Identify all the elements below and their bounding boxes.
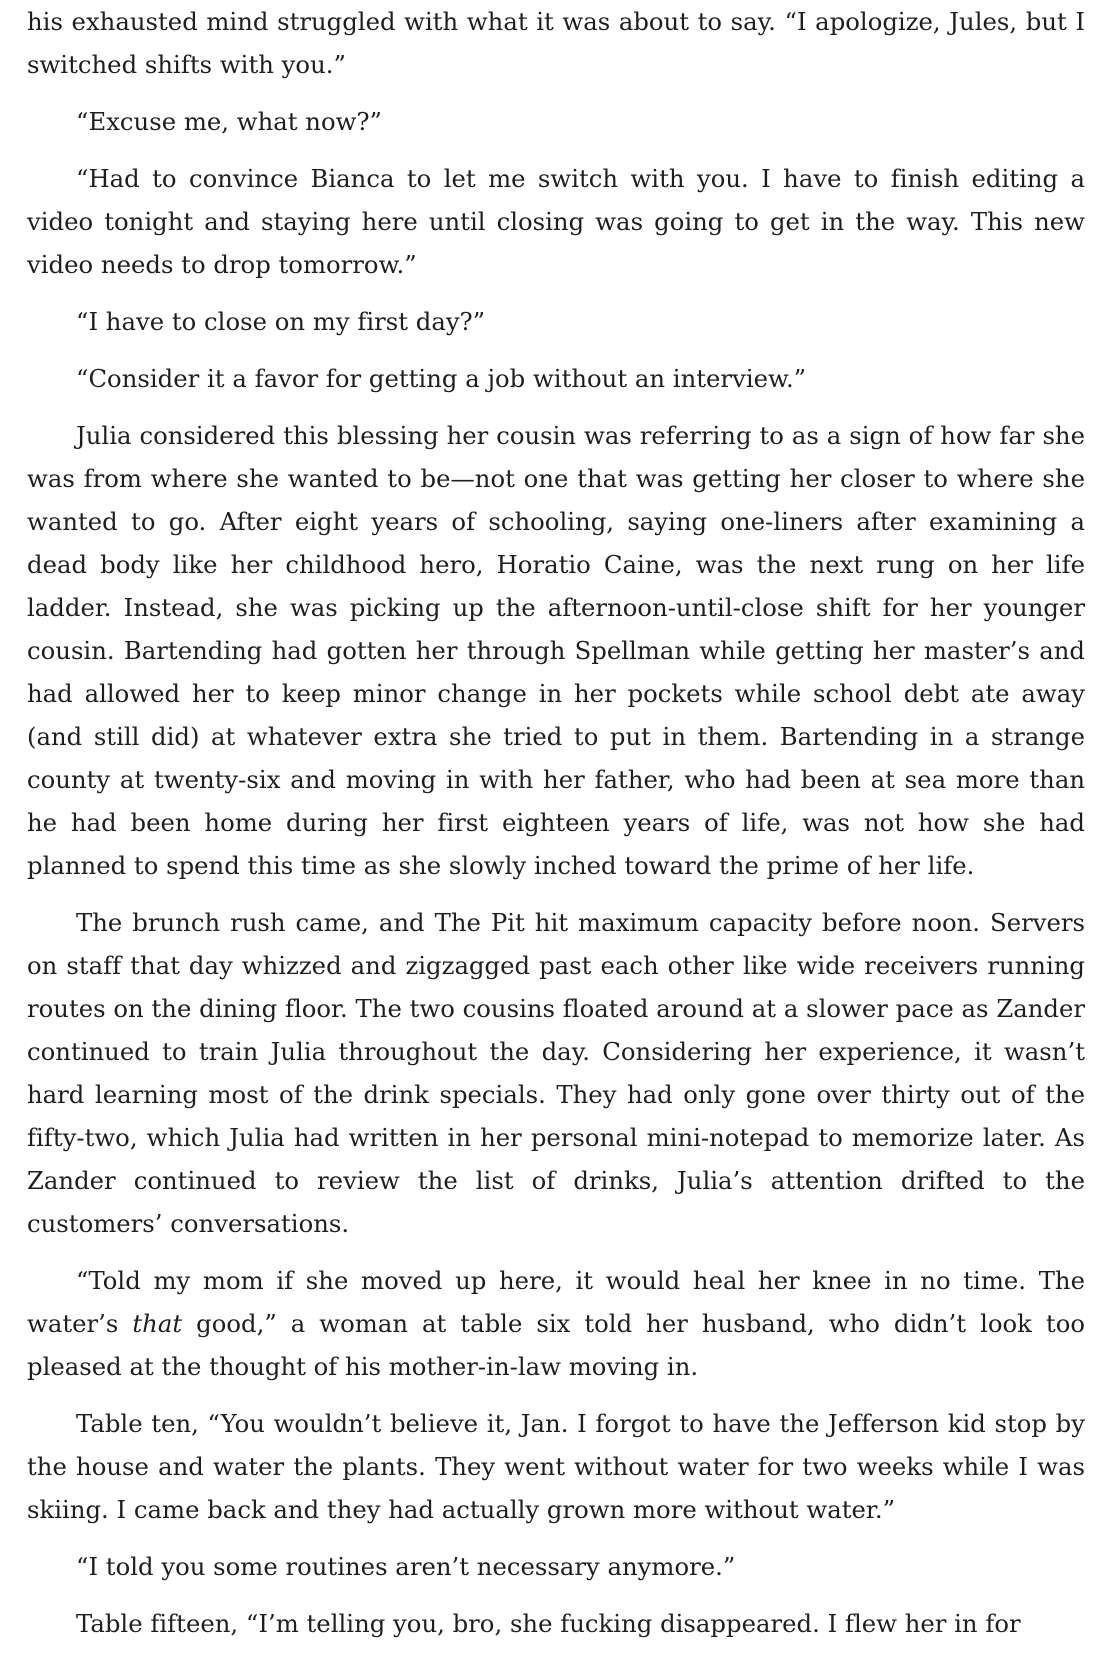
paragraph-2 xyxy=(27,100,1085,143)
paragraph-text: “I have to close on my first day?” xyxy=(76,307,486,336)
document-page xyxy=(27,0,1085,1645)
paragraph-5 xyxy=(27,357,1085,400)
paragraph-3 xyxy=(27,157,1085,286)
paragraph-text: The brunch rush came, and The Pit hit maximum capacity before noon. Servers on staff that day whizzed and zigzagged past each other like wide receivers running routes on the dining floor. The two cousins floated around at a slower pace as Zander continued to train Julia throughout the day. Considering her experience, it wasn’t hard learning most of the drink specials. They had only gone over thirty out of the fifty-two, which Julia had written in her personal mini-notepad to memorize later. As Zander continued to review the list of drinks, Julia’s attention drifted to the customers’ conversations. xyxy=(27,908,1085,1238)
paragraph-text: Table ten, “You wouldn’t believe it, Jan. I forgot to have the Jefferson kid stop by the house and water the plants. They went without water for two weeks while I was skiing. I came back and they had actually grown more without water.” xyxy=(27,1409,1085,1524)
paragraph-text: his exhausted mind struggled with what it was about to say. “I apologize, Jules, but I switched shifts with you.” xyxy=(27,7,1085,79)
paragraph-6 xyxy=(27,414,1085,887)
paragraph-text: “Told my mom if she moved up here, it would heal her knee in no time. The water’s xyxy=(27,1266,1085,1338)
paragraph-text: Julia considered this blessing her cousin was referring to as a sign of how far she was from where she wanted to be—not one that was getting her closer to where she wanted to go. After eight years of schooling, saying one-liners after examining a dead body like her childhood hero, Horatio Caine, was the next rung on her life ladder. Instead, she was picking up the afternoon-until-close shift for her younger cousin. Bartending had gotten her through Spellman while getting her master’s and had allowed her to keep minor change in her pockets while school debt ate away (and still did) at whatever extra she tried to put in them. Bartending in a strange county at twenty-six and moving in with her father, who had been at sea more than he had been home during her first eighteen years of life, was not how she had planned to spend this time as she slowly inched toward the prime of her life. xyxy=(27,421,1085,880)
paragraph-text: “Consider it a favor for getting a job without an interview.” xyxy=(76,364,807,393)
paragraph-11 xyxy=(27,1602,1085,1645)
paragraph-4 xyxy=(27,300,1085,343)
paragraph-8 xyxy=(27,1259,1085,1388)
paragraph-1 xyxy=(27,0,1085,86)
paragraph-7 xyxy=(27,901,1085,1245)
paragraph-text: “I told you some routines aren’t necessary anymore.” xyxy=(76,1552,736,1581)
italic-emphasis: that xyxy=(132,1309,183,1338)
paragraph-text: “Had to convince Bianca to let me switch with you. I have to finish editing a video tonight and staying here until closing was going to get in the way. This new video needs to drop tomorrow.” xyxy=(27,164,1085,279)
paragraph-text: Table fifteen, “I’m telling you, bro, she fucking disappeared. I flew her in for xyxy=(76,1609,1021,1638)
paragraph-text: “Excuse me, what now?” xyxy=(76,107,382,136)
paragraph-text: good,” a woman at table six told her husband, who didn’t look too pleased at the thought of his mother-in-law moving in. xyxy=(27,1309,1085,1381)
paragraph-10 xyxy=(27,1545,1085,1588)
paragraph-9 xyxy=(27,1402,1085,1531)
